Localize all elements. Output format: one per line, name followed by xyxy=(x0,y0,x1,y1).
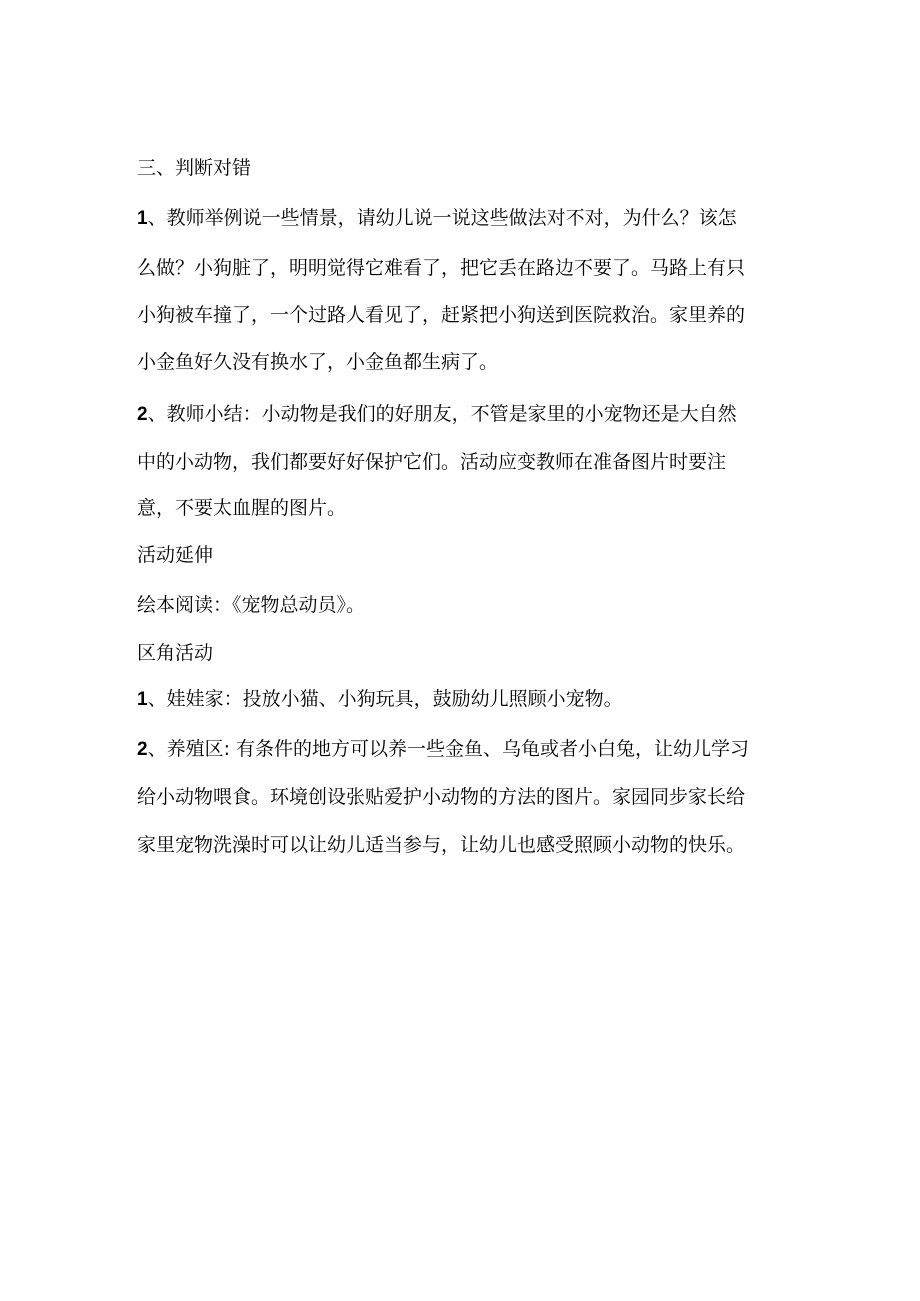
judgement-item-1-line-2: 么做？小狗脏了，明明觉得它难看了，把它丢在路边不要了。马路上有只 xyxy=(137,257,746,279)
area-item-2-line-2: 给小动物喂食。环境创设张贴爱护小动物的方法的图片。家园同步家长给 xyxy=(137,786,746,808)
area-item-1 xyxy=(137,686,623,713)
section-heading-area: 区角活动 xyxy=(137,642,214,664)
judgement-item-2-line-1 xyxy=(137,401,737,428)
judgement-item-2-line-3: 意，不要太血腥的图片。 xyxy=(137,497,347,519)
item-text: 、养殖区: 有条件的地方可以养一些金鱼、乌龟或者小白兔，让幼儿学习 xyxy=(147,738,750,760)
item-text: 、娃娃家：投放小猫、小狗玩具，鼓励幼儿照顾小宠物。 xyxy=(147,688,623,710)
area-item-2-line-3: 家里宠物洗澡时可以让幼儿适当参与，让幼儿也感受照顾小动物的快乐。 xyxy=(137,834,746,856)
section-heading-judgement: 三、判断对错 xyxy=(137,157,252,179)
section-heading-extension: 活动延伸 xyxy=(137,544,214,566)
item-number: 2 xyxy=(137,739,148,760)
item-text: 、教师小结：小动物是我们的好朋友，不管是家里的小宠物还是大自然 xyxy=(147,403,737,425)
item-number: 2 xyxy=(137,404,148,425)
item-number: 1 xyxy=(137,208,148,229)
item-text: 、教师举例说一些情景，请幼儿说一说这些做法对不对，为什么？该怎 xyxy=(147,207,737,229)
judgement-item-1-line-4: 小金鱼好久没有换水了，小金鱼都生病了。 xyxy=(137,351,499,373)
judgement-item-2-line-2: 中的小动物，我们都要好好保护它们。活动应变教师在准备图片时要注 xyxy=(137,451,727,473)
judgement-item-1-line-1 xyxy=(137,205,737,232)
extension-text: 绘本阅读：《宠物总动员》。 xyxy=(137,594,366,616)
area-item-2-line-1 xyxy=(137,736,749,763)
judgement-item-1-line-3: 小狗被车撞了，一个过路人看见了，赶紧把小狗送到医院救治。家里养的 xyxy=(137,304,746,326)
item-number: 1 xyxy=(137,689,148,710)
